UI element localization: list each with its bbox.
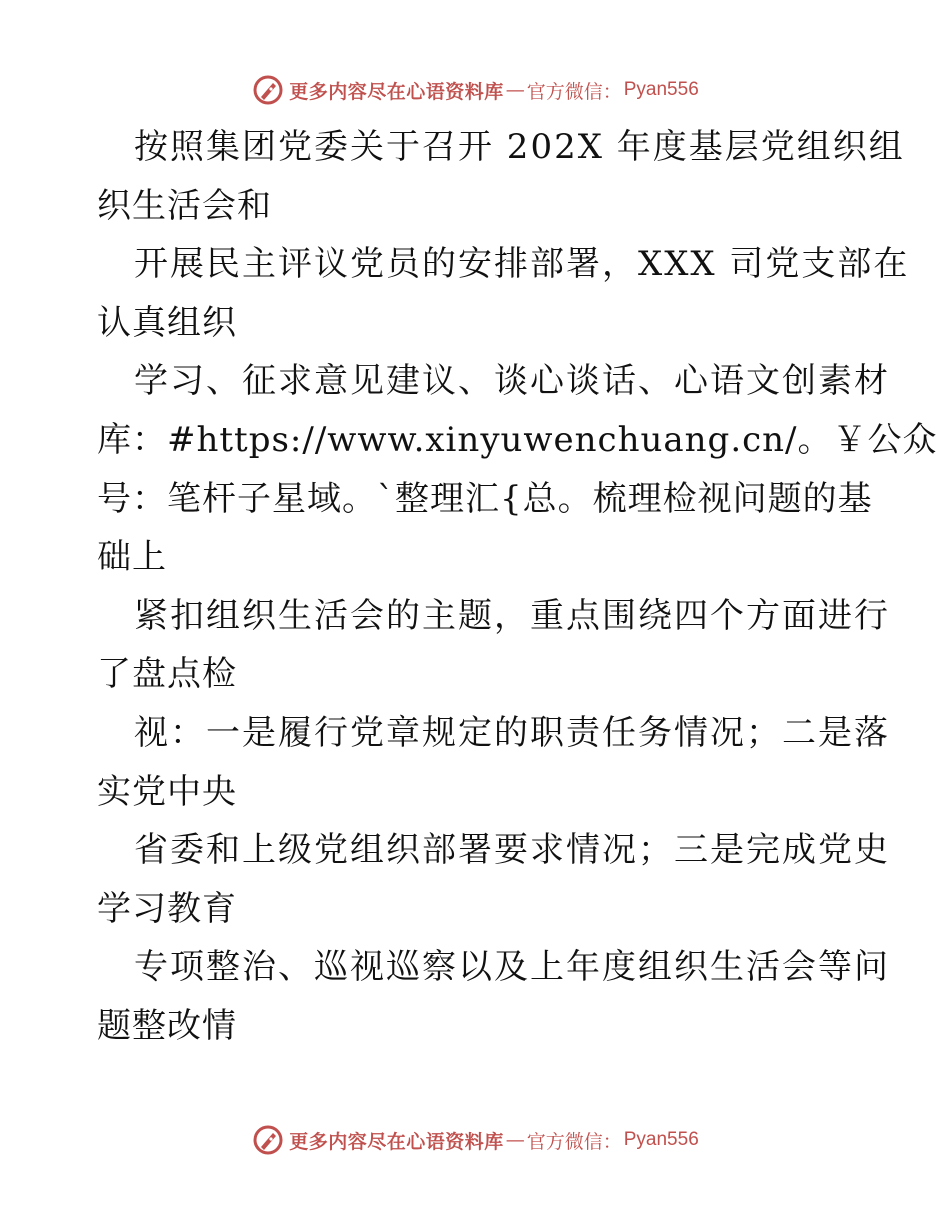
banner-separator: — [505, 79, 525, 101]
banner-separator: — [505, 1129, 525, 1151]
banner-text: 更多内容尽在心语资料库 [289, 1130, 504, 1153]
text-line: 础上 [97, 537, 167, 578]
text-line: 题整改情 [97, 1005, 237, 1046]
text-line: 库：#https://www.xinyuwenchuang.cn/。￥公众 [97, 419, 938, 460]
text-line: 省委和上级党组织部署要求情况；三是完成党史 [134, 830, 890, 871]
pen-nib-circle-icon [251, 1123, 285, 1157]
text-line: 实党中央 [97, 771, 237, 812]
pen-nib-circle-icon [251, 73, 285, 107]
text-line: 开展民主评议党员的安排部署，XXX 司党支部在 [134, 244, 910, 285]
banner-wechat-id: Pyan556 [623, 1129, 699, 1150]
banner-text: 更多内容尽在心语资料库 [289, 80, 504, 103]
banner-official-label: 官方微信： [526, 80, 622, 103]
text-line: 学习教育 [97, 888, 237, 929]
text-line: 视：一是履行党章规定的职责任务情况；二是落 [134, 712, 890, 753]
text-line: 织生活会和 [97, 185, 272, 226]
banner-official-label: 官方微信： [526, 1130, 622, 1153]
document-body [97, 118, 938, 1056]
header-watermark-banner [0, 70, 950, 110]
text-line: 按照集团党委关于召开 202X 年度基层党组织组 [134, 127, 905, 167]
banner-wechat-id: Pyan556 [623, 79, 699, 100]
text-line: 紧扣组织生活会的主题，重点围绕四个方面进行 [134, 595, 890, 636]
text-line: 号：笔杆子星域。`整理汇{总。梳理检视问题的基 [97, 478, 873, 519]
text-line: 认真组织 [97, 302, 237, 343]
text-line: 专项整治、巡视巡察以及上年度组织生活会等问 [134, 947, 890, 988]
footer-watermark-banner [0, 1120, 950, 1160]
text-line: 学习、征求意见建议、谈心谈话、心语文创素材 [134, 361, 890, 402]
text-line: 了盘点检 [97, 654, 237, 695]
